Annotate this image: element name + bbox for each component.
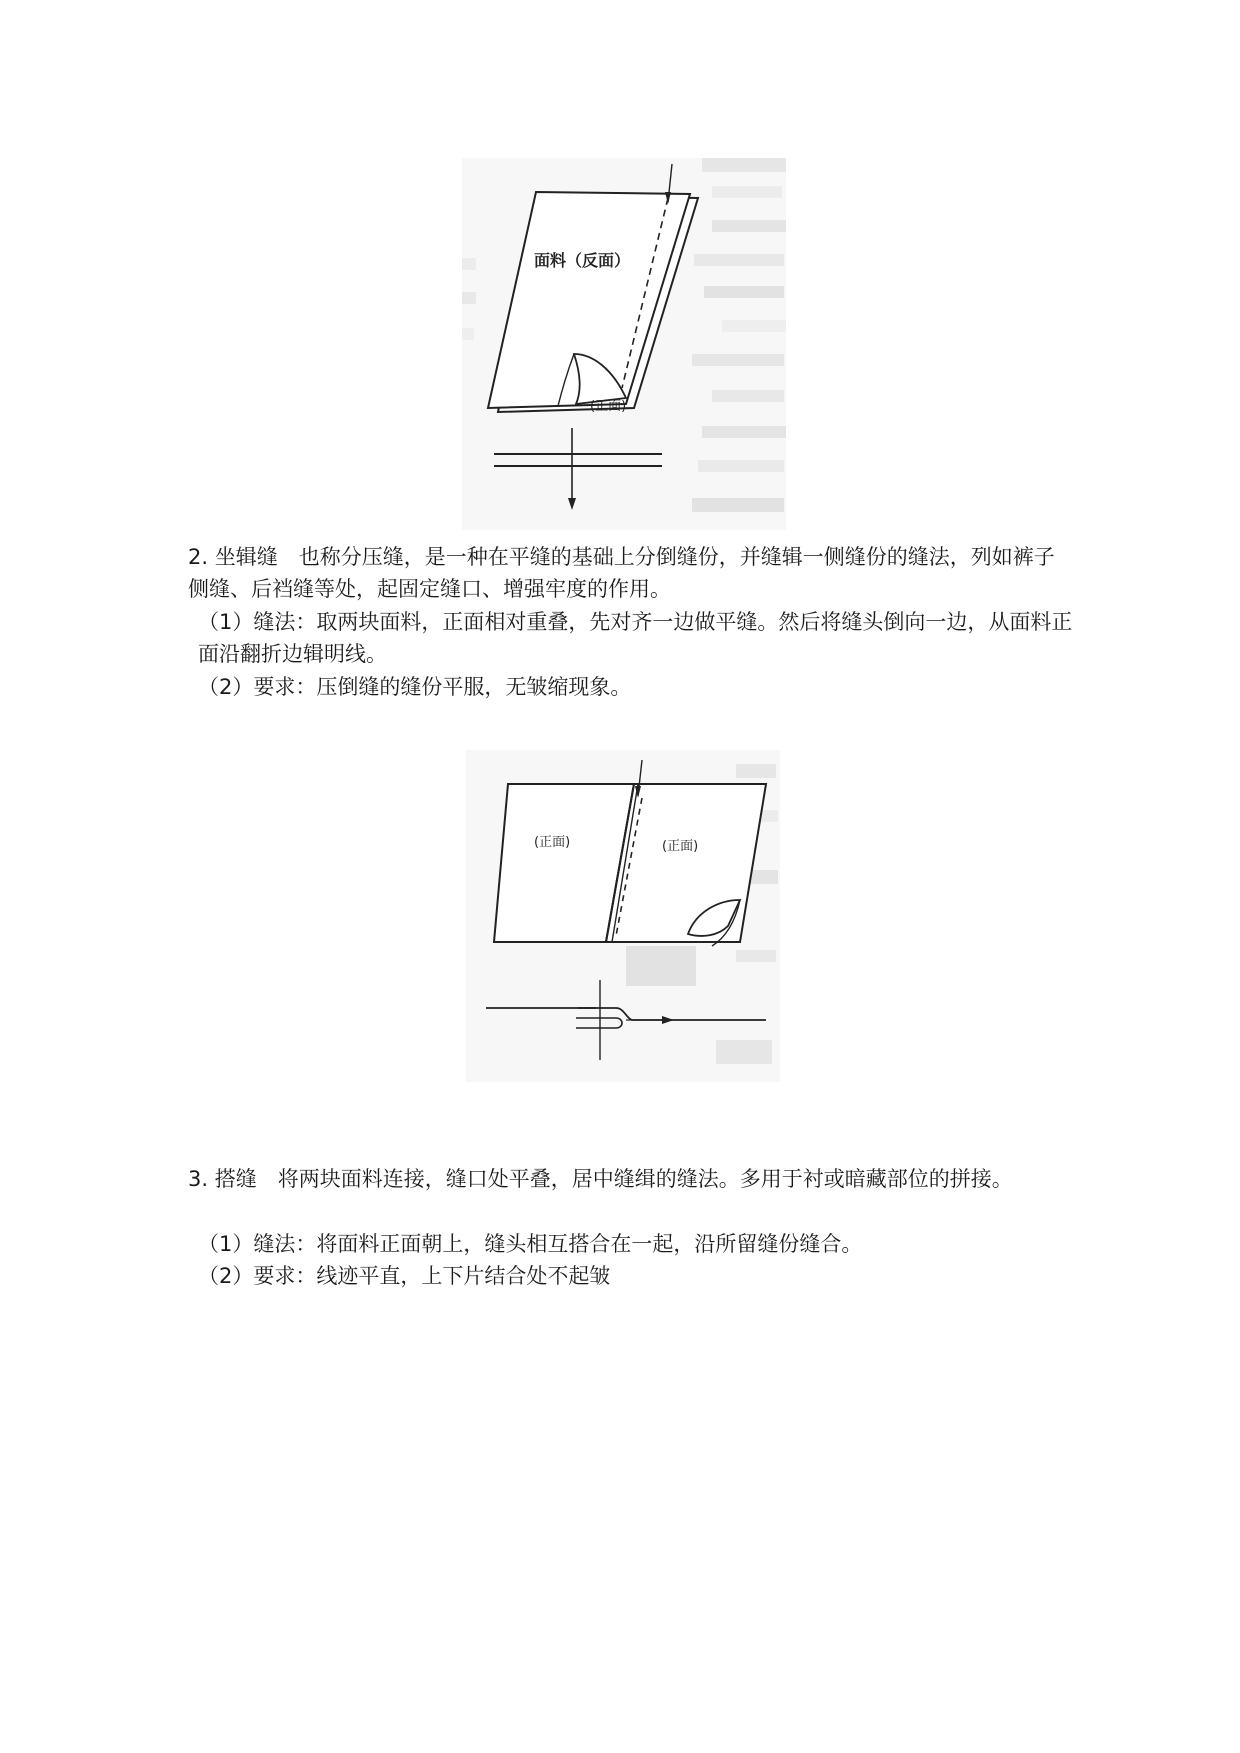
section2-method: （1）缝法：取两块面料，正面相对重叠，先对齐一边做平缝。然后将缝头倒向一边，从面料正面沿翻折边辑明线。 bbox=[198, 610, 1073, 666]
section3-heading: 3. 搭缝 将两块面料连接，缝口处平叠，居中缝缉的缝法。多用于衬或暗藏部位的拼接。 bbox=[188, 1167, 1013, 1191]
section3-requirement: （2）要求：线迹平直，上下片结合处不起皱 bbox=[198, 1264, 611, 1288]
figure-plain-seam bbox=[462, 158, 786, 530]
arrow-right-icon bbox=[662, 1016, 674, 1024]
section2-requirement: （2）要求：压倒缝的缝份平服，无皱缩现象。 bbox=[198, 675, 632, 699]
section3-method: （1）缝法：将面料正面朝上，缝头相互搭合在一起，沿所留缝份缝合。 bbox=[198, 1232, 863, 1256]
section2-heading: 2. 坐辑缝 也称分压缝，是一种在平缝的基础上分倒缝份，并缝辑一侧缝份的缝法，列如裤子侧缝、后裆缝等处，起固定缝口、增强牢度的作用。 bbox=[188, 545, 1055, 601]
label-front-right: (正面) bbox=[662, 839, 699, 854]
label-fabric-back: 面料（反面） bbox=[534, 251, 631, 270]
arrow-down-icon bbox=[568, 498, 576, 510]
label-front-left: (正面) bbox=[534, 835, 571, 850]
figure-topstitch-seam bbox=[466, 750, 780, 1082]
label-front: (正面) bbox=[590, 399, 627, 414]
seam-cross-section bbox=[494, 428, 662, 510]
